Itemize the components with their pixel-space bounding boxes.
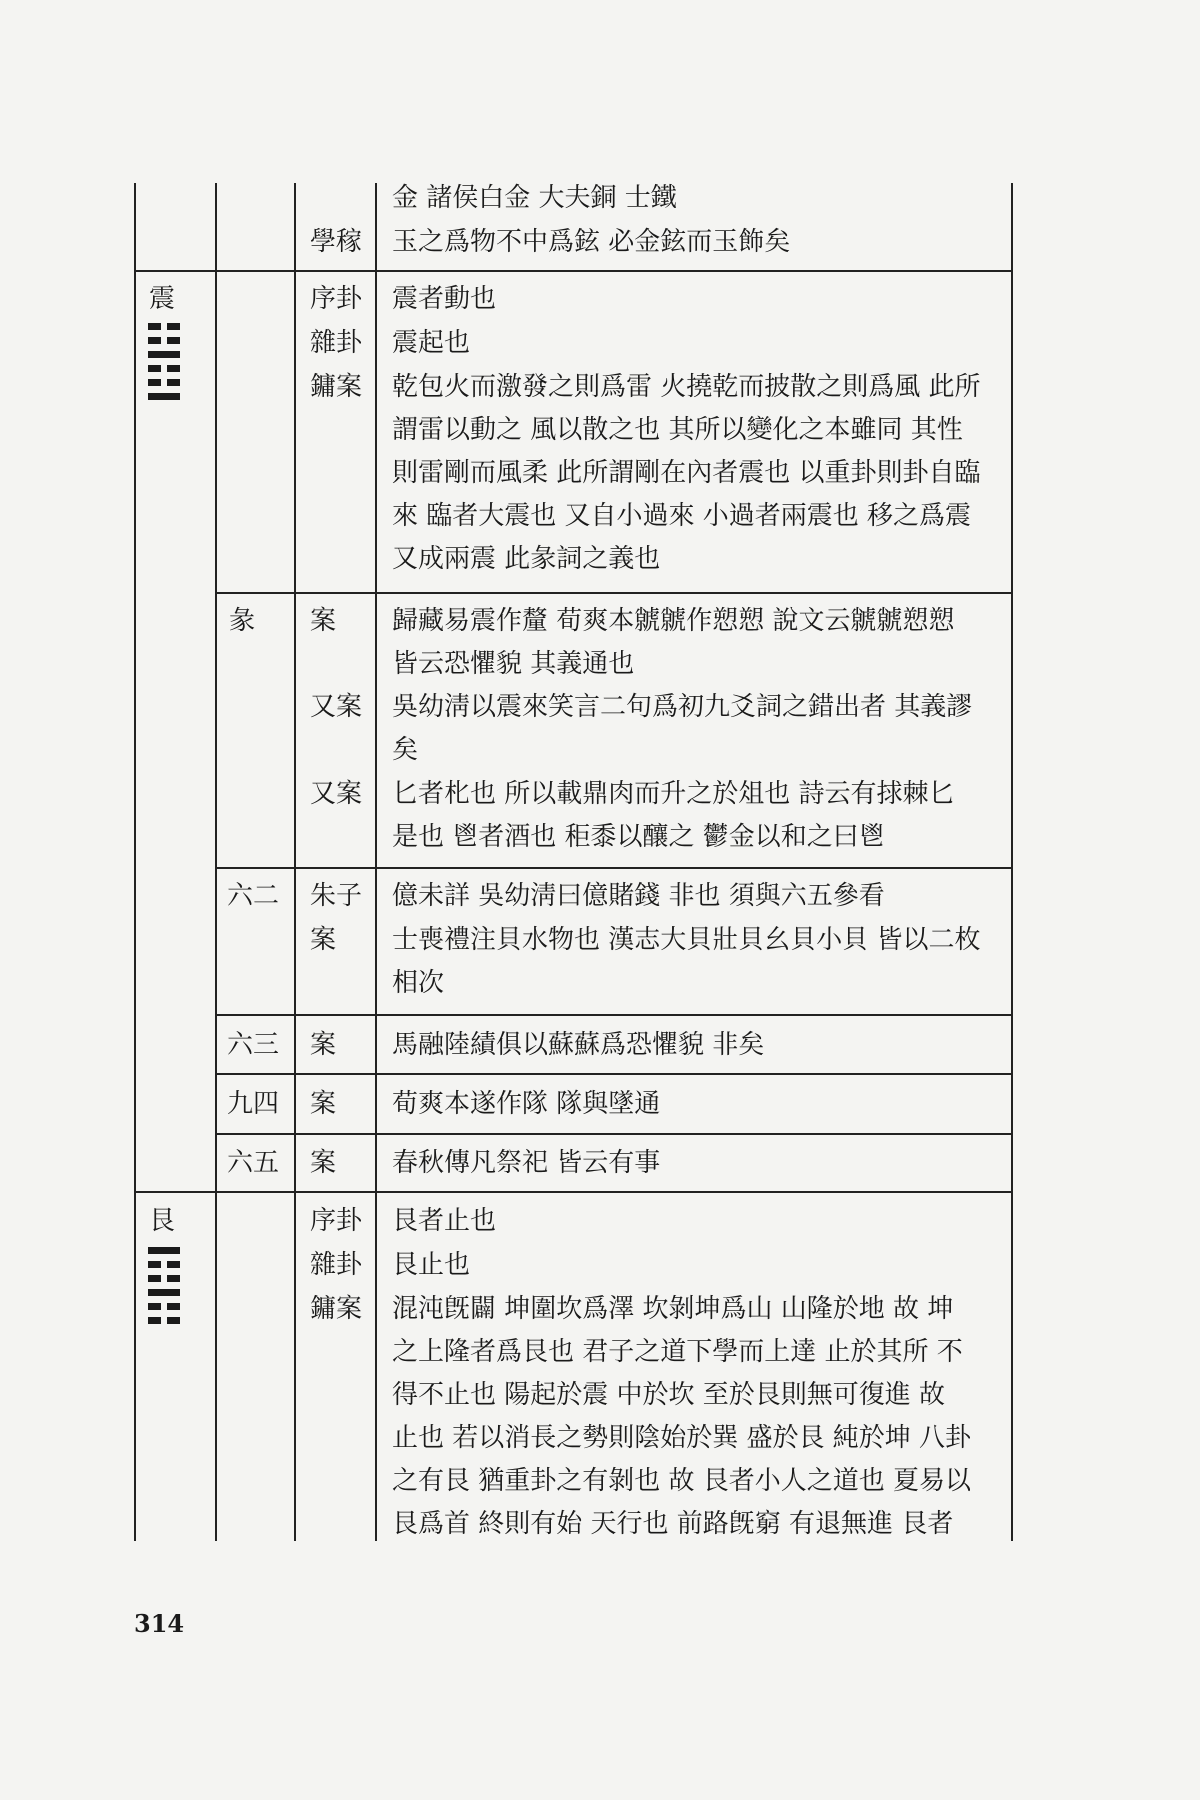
- row-divider: [215, 867, 1013, 869]
- row-divider: [134, 1191, 1013, 1193]
- top-label: 學稼: [310, 227, 363, 257]
- text-line: 得不止也 陽起於震 中於坎 至於艮則無可復進 故: [392, 1380, 946, 1410]
- text-line: 又成兩震 此彖詞之義也: [392, 544, 661, 574]
- section-label: 六二: [227, 881, 280, 911]
- text-line: 荀爽本遂作隊 隊與墜通: [392, 1089, 661, 1119]
- page-number: 314: [134, 1609, 185, 1638]
- text-line: 玉之爲物不中爲鉉 必金鉉而玉飾矣: [392, 227, 791, 257]
- source-label: 鏞案: [310, 1294, 363, 1324]
- source-label: 案: [310, 925, 337, 955]
- text-line: 艮止也: [392, 1250, 471, 1280]
- zhen-hexagram-icon: [148, 323, 180, 407]
- table-left-border: [134, 183, 136, 1541]
- hexagram-name-gen: 艮: [149, 1206, 176, 1236]
- text-line: 之有艮 猶重卦之有剝也 故 艮者小人之道也 夏易以: [392, 1466, 972, 1496]
- source-label: 鏞案: [310, 372, 363, 402]
- text-line: 歸藏易震作釐 荀爽本虩虩作愬愬 說文云虩虩愬愬: [392, 606, 955, 636]
- source-label: 雜卦: [310, 1250, 363, 1280]
- source-label: 朱子: [310, 881, 363, 911]
- text-line: 混沌旣闢 坤圍坎爲澤 坎剝坤爲山 山隆於地 故 坤: [392, 1294, 954, 1324]
- source-label: 案: [310, 1030, 337, 1060]
- section-label: 九四: [227, 1089, 280, 1119]
- text-line: 億未詳 吳幼淸曰億賭錢 非也 須與六五參看: [392, 881, 885, 911]
- text-line: 矣: [392, 735, 419, 765]
- row-divider: [215, 1073, 1013, 1075]
- text-line: 止也 若以消長之勢則陰始於巽 盛於艮 純於坤 八卦: [392, 1423, 972, 1453]
- section-label: 六五: [227, 1148, 280, 1178]
- text-line: 謂雷以動之 風以散之也 其所以變化之本雖同 其性: [392, 415, 963, 445]
- text-line: 艮者止也: [392, 1206, 497, 1236]
- text-line: 震起也: [392, 328, 471, 358]
- text-line: 皆云恐懼貌 其義通也: [392, 649, 635, 679]
- source-label: 案: [310, 606, 337, 636]
- text-line: 金 諸侯白金 大夫銅 士鐵: [392, 183, 677, 213]
- source-label: 雜卦: [310, 328, 363, 358]
- hexagram-name-zhen: 震: [149, 284, 176, 314]
- column-divider-2: [294, 183, 296, 1541]
- text-line: 乾包火而激發之則爲雷 火撓乾而披散之則爲風 此所: [392, 372, 981, 402]
- text-line: 吳幼淸以震來笑言二句爲初九爻詞之錯出者 其義謬: [392, 692, 973, 722]
- text-line: 之上隆者爲艮也 君子之道下學而上達 止於其所 不: [392, 1337, 963, 1367]
- source-label: 案: [310, 1089, 337, 1119]
- source-label: 序卦: [310, 1206, 363, 1236]
- text-line: 匕者朼也 所以載鼎肉而升之於俎也 詩云有捄棘匕: [392, 779, 955, 809]
- text-line: 震者動也: [392, 284, 497, 314]
- text-line: 來 臨者大震也 又自小過來 小過者兩震也 移之爲震: [392, 501, 972, 531]
- table-right-border: [1011, 183, 1013, 1541]
- text-line: 士喪禮注貝水物也 漢志大貝壯貝幺貝小貝 皆以二枚: [392, 925, 981, 955]
- text-line: 是也 鬯者酒也 秬黍以釀之 鬱金以和之曰鬯: [392, 822, 885, 852]
- column-divider-1: [215, 183, 217, 1541]
- source-label: 序卦: [310, 284, 363, 314]
- section-label: 六三: [227, 1030, 280, 1060]
- gen-hexagram-icon: [148, 1247, 180, 1331]
- text-line: 相次: [392, 968, 445, 998]
- text-line: 馬融陸績俱以蘇蘇爲恐懼貌 非矣: [392, 1030, 765, 1060]
- row-divider: [215, 1014, 1013, 1016]
- text-line: 則雷剛而風柔 此所謂剛在內者震也 以重卦則卦自臨: [392, 458, 981, 488]
- text-line: 春秋傳凡祭祀 皆云有事: [392, 1148, 661, 1178]
- row-divider: [134, 270, 1013, 272]
- row-divider: [215, 592, 1013, 594]
- row-divider: [215, 1133, 1013, 1135]
- text-line: 艮爲首 終則有始 天行也 前路旣窮 有退無進 艮者: [392, 1509, 954, 1539]
- source-label: 又案: [310, 692, 363, 722]
- section-label: 彖: [229, 606, 256, 636]
- column-divider-3: [375, 183, 377, 1541]
- source-label: 案: [310, 1148, 337, 1178]
- source-label: 又案: [310, 779, 363, 809]
